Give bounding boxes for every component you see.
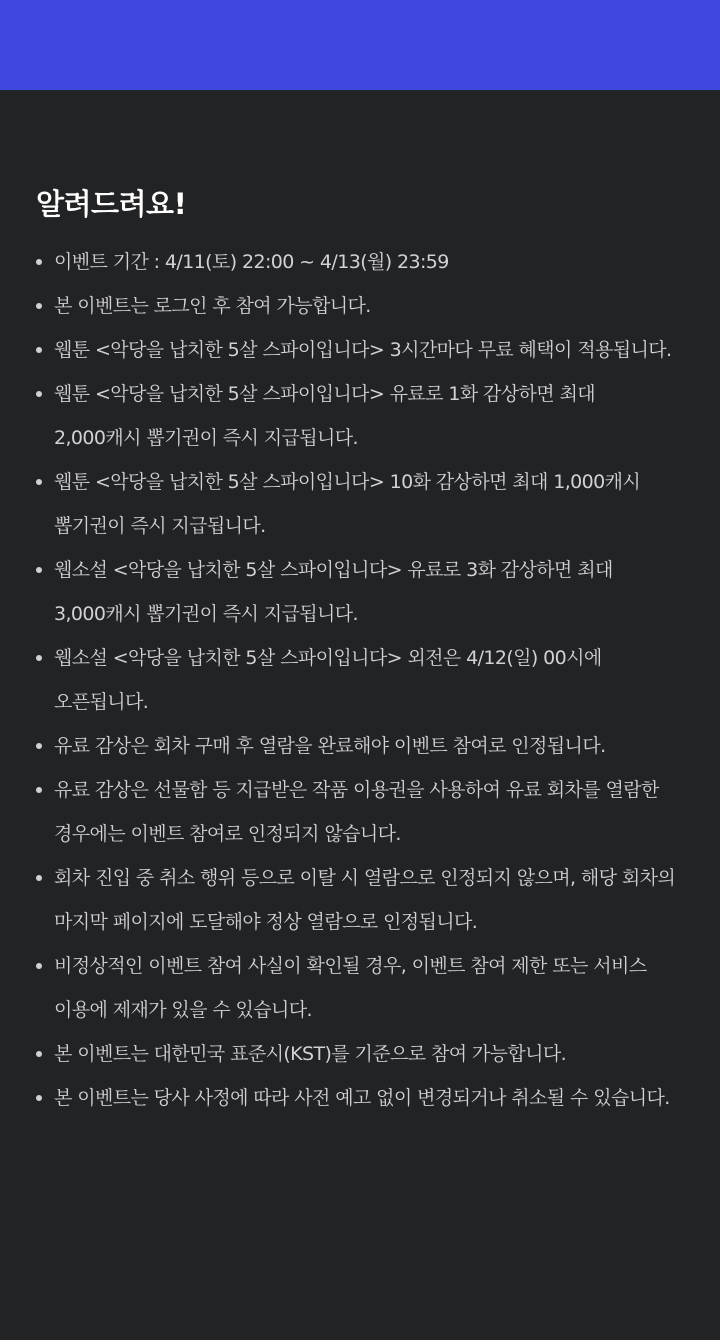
notice-item — [36, 284, 684, 328]
notice-item-text: 웹툰 <악당을 납치한 5살 스파이입니다> 3시간마다 무료 혜택이 적용됩니다. — [54, 339, 672, 361]
notice-item — [36, 856, 684, 944]
notice-section — [0, 186, 720, 1120]
bullet-icon — [36, 787, 42, 793]
bullet-icon — [36, 479, 42, 485]
notice-item-text: 웹툰 <악당을 납치한 5살 스파이입니다> 10화 감상하면 최대 1,000캐시 뽑기권이 즉시 지급됩니다. — [54, 471, 641, 537]
bullet-icon — [36, 303, 42, 309]
bullet-icon — [36, 567, 42, 573]
notice-item-text: 회차 진입 중 취소 행위 등으로 이탈 시 열람으로 인정되지 않으며, 해당 회차의 마지막 페이지에 도달해야 정상 열람으로 인정됩니다. — [54, 867, 676, 933]
bullet-icon — [36, 655, 42, 661]
bullet-icon — [36, 347, 42, 353]
notice-item-text: 비정상적인 이벤트 참여 사실이 확인될 경우, 이벤트 참여 제한 또는 서비스 이용에 제재가 있을 수 있습니다. — [54, 955, 647, 1021]
notice-item-text: 이벤트 기간 : 4/11(토) 22:00 ~ 4/13(월) 23:59 — [54, 251, 449, 273]
notice-title: 알려드려요! — [36, 187, 187, 221]
notice-item-text: 웹소설 <악당을 납치한 5살 스파이입니다> 유료로 3화 감상하면 최대 3,000캐시 뽑기권이 즉시 지급됩니다. — [54, 559, 613, 625]
notice-item — [36, 328, 684, 372]
bullet-icon — [36, 1051, 42, 1057]
notice-item — [36, 1076, 684, 1120]
notice-item — [36, 636, 684, 724]
notice-item — [36, 240, 684, 284]
notice-item — [36, 724, 684, 768]
notice-item-text: 유료 감상은 선물함 등 지급받은 작품 이용권을 사용하여 유료 회차를 열람한 경우에는 이벤트 참여로 인정되지 않습니다. — [54, 779, 659, 845]
top-banner — [0, 0, 720, 90]
notice-item-text: 웹툰 <악당을 납치한 5살 스파이입니다> 유료로 1화 감상하면 최대 2,000캐시 뽑기권이 즉시 지급됩니다. — [54, 383, 595, 449]
notice-item — [36, 548, 684, 636]
notice-item-text: 본 이벤트는 당사 사정에 따라 사전 예고 없이 변경되거나 취소될 수 있습니다. — [54, 1087, 670, 1109]
notice-item-text: 본 이벤트는 대한민국 표준시(KST)를 기준으로 참여 가능합니다. — [54, 1043, 567, 1065]
notice-item — [36, 372, 684, 460]
notice-item-text: 유료 감상은 회차 구매 후 열람을 완료해야 이벤트 참여로 인정됩니다. — [54, 735, 606, 757]
bullet-icon — [36, 875, 42, 881]
bullet-icon — [36, 391, 42, 397]
bullet-icon — [36, 259, 42, 265]
bullet-icon — [36, 963, 42, 969]
notice-item — [36, 1032, 684, 1076]
notice-item — [36, 768, 684, 856]
notice-item-text: 본 이벤트는 로그인 후 참여 가능합니다. — [54, 295, 371, 317]
notice-item — [36, 944, 684, 1032]
notice-item-text: 웹소설 <악당을 납치한 5살 스파이입니다> 외전은 4/12(일) 00시에 오픈됩니다. — [54, 647, 602, 713]
notice-item — [36, 460, 684, 548]
bullet-icon — [36, 743, 42, 749]
bullet-icon — [36, 1095, 42, 1101]
notice-list — [36, 240, 684, 1120]
